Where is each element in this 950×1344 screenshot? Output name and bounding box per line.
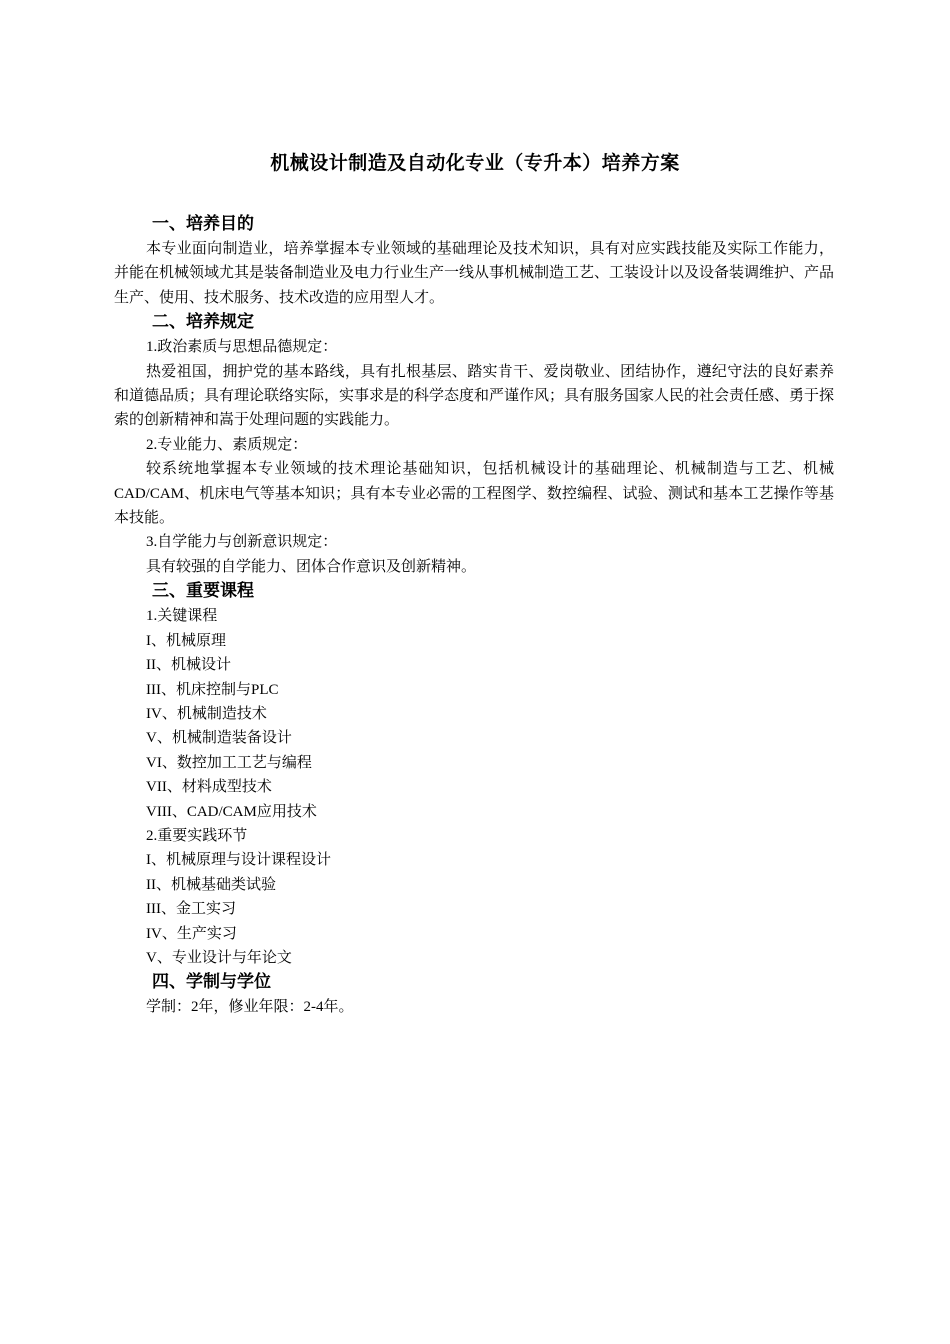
document-body: [114, 212, 834, 1020]
core-courses-title: 1.关键课程: [146, 608, 218, 625]
course-item: IV、机械制造技术: [146, 705, 267, 722]
duration-text: 学制：2年，修业年限：2-4年。: [146, 999, 354, 1016]
course-item: VI、数控加工工艺与编程: [146, 754, 312, 771]
course-item: V、机械制造装备设计: [146, 730, 292, 747]
requirement-title-selflearning: 3.自学能力与创新意识规定：: [146, 534, 338, 551]
requirement-text-political: 热爱祖国，拥护党的基本路线，具有扎根基层、踏实肯干、爱岗敬业、团结协作，遵纪守法的良好素养和道德品质；具有理论联络实际，实事求是的科学态度和严谨作风；具有服务国家人民的社会责任感、勇于探索的创新精神和嵩于处理问题的实践能力。: [114, 363, 835, 429]
requirement-text-professional: 较系统地掌握本专业领域的技术理论基础知识，包括机械设计的基础理论、机械制造与工艺、机械CAD/CAM、机床电气等基本知识；具有本专业必需的工程图学、数控编程、试验、测试和基本工艺操作等基本技能。: [114, 461, 834, 527]
practice-item: I、机械原理与设计课程设计: [146, 852, 331, 869]
practice-title: 2.重要实践环节: [146, 827, 248, 844]
practice-item: V、专业设计与年论文: [146, 949, 292, 966]
section-heading-objectives: 一、培养目的: [152, 214, 254, 234]
course-item: II、机械设计: [146, 657, 231, 674]
practice-item: III、金工实习: [146, 901, 236, 918]
course-item: III、机床控制与PLC: [146, 681, 279, 698]
objectives-paragraph: 本专业面向制造业，培养掌握本专业领域的基础理论及技术知识，具有对应实践技能及实际工作能力，并能在机械领域尤其是装备制造业及电力行业生产一线从事机械制造工艺、工装设计以及设备装调维护、产品生产、使用、技术服务、技术改造的应用型人才。: [114, 241, 835, 306]
requirement-title-professional: 2.专业能力、素质规定：: [146, 436, 308, 453]
practice-item: II、机械基础类试验: [146, 876, 276, 893]
requirement-text-selflearning: 具有较强的自学能力、团体合作意识及创新精神。: [146, 558, 477, 575]
section-heading-courses: 三、重要课程: [152, 581, 254, 602]
course-item: VIII、CAD/CAM应用技术: [146, 803, 317, 820]
section-heading-requirements: 二、培养规定: [152, 312, 254, 333]
requirement-title-political: 1.政治素质与思想品德规定：: [146, 339, 338, 356]
section-heading-duration: 四、学制与学位: [152, 972, 271, 993]
document-title: 机械设计制造及自动化专业（专升本）培养方案: [270, 152, 680, 174]
course-item: VII、材料成型技术: [146, 779, 272, 796]
practice-item: IV、生产实习: [146, 925, 237, 942]
course-item: I、机械原理: [146, 632, 226, 649]
